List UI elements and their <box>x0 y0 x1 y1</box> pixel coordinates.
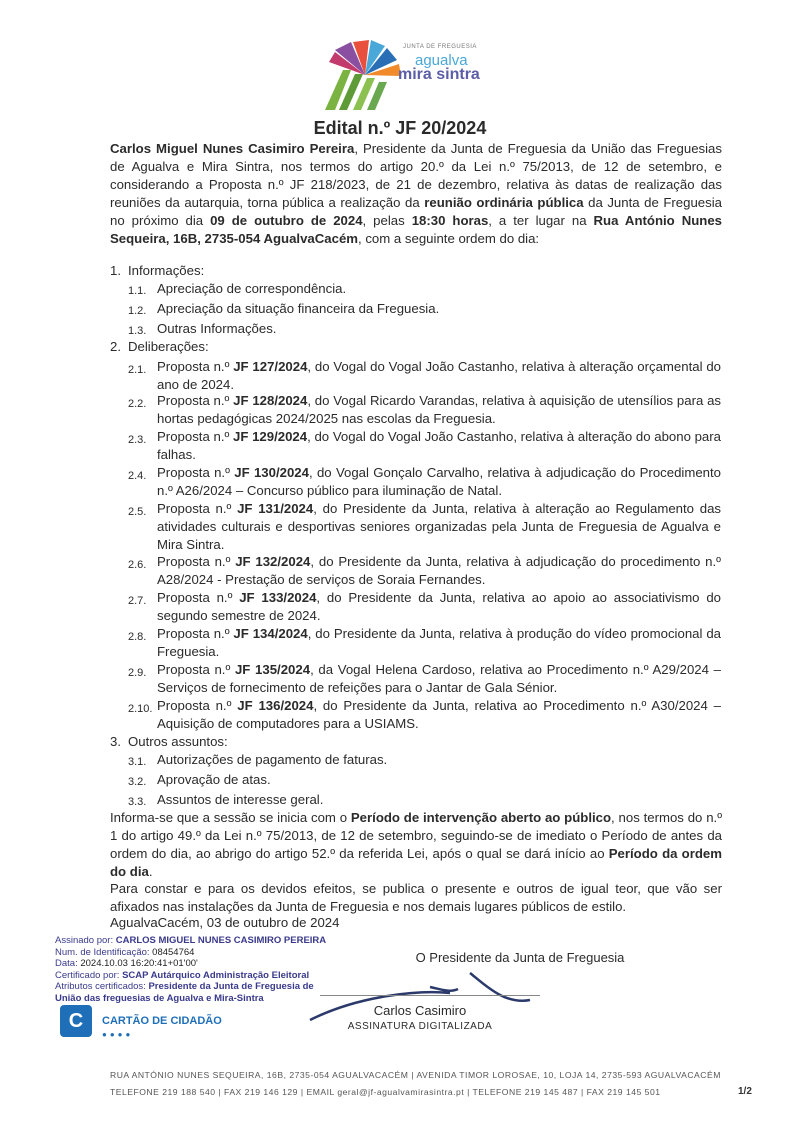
page-number: 1/2 <box>738 1086 752 1097</box>
agenda-2-7: Proposta n.º JF 133/2024, do Presidente da Junta, relativa ao apoio ao associativismo do segundo semestre de 2024. <box>157 590 721 623</box>
closing-paragraph-2: Para constar e para os devidos efeitos, se publica o presente e outros de igual teor, que vão ser afixados nas instalações da Junta de Freguesia e nos demais lugares públicos de estilo. <box>110 881 722 914</box>
agenda-2-4: Proposta n.º JF 130/2024, do Vogal Gonçalo Carvalho, relativa à adjudicação do Procedimento n.º A26/2024 – Concurso público para iluminação de Natal. <box>157 465 721 498</box>
agenda-2-6-num: 2.6. <box>128 559 147 571</box>
closing-date: AgualvaCacém, 03 de outubro de 2024 <box>110 915 340 930</box>
agenda-2-3-num: 2.3. <box>128 434 147 446</box>
document-title: Edital n.º JF 20/2024 <box>313 118 487 138</box>
agenda-1-2-num: 1.2. <box>128 305 147 317</box>
logo-line1: agualva <box>415 52 468 69</box>
intro-paragraph <box>110 140 722 248</box>
citizen-card-label: CARTÃO DE CIDADÃO <box>102 1015 222 1027</box>
signatory-note: ASSINATURA DIGITALIZADA <box>347 1021 493 1032</box>
intro-name: Carlos Miguel Nunes Casimiro Pereira <box>110 141 355 156</box>
intro-part3: , pelas <box>362 213 412 228</box>
agenda-3-2-num: 3.2. <box>128 776 147 788</box>
agenda-2-1-num: 2.1. <box>128 364 147 376</box>
agenda-2-6: Proposta n.º JF 132/2024, do Presidente da Junta, relativa à adjudicação do procedimento n.º A28/2024 - Prestação de serviços de Soraia Fernandes. <box>157 554 721 587</box>
agenda-3-1-num: 3.1. <box>128 756 147 768</box>
intro-part2: da Junta de Freguesia no próximo dia <box>110 195 722 228</box>
logo <box>325 40 485 110</box>
signatory-name: Carlos Casimiro <box>373 1003 467 1018</box>
agenda-2-label: Deliberações: <box>128 339 209 354</box>
intro-part4: , a ter lugar na <box>488 213 594 228</box>
agenda-1-label: Informações: <box>128 263 205 278</box>
agenda-2-2: Proposta n.º JF 128/2024, do Vogal Ricardo Varandas, relativa à aquisição de utensílios para as hortas pedagógicas 2024/2025 nas escolas da Freguesia. <box>157 393 722 426</box>
logo-line2: mira sintra <box>398 66 480 83</box>
intro-bold4: Rua António Nunes Sequeira, 16B, 2735-054 AgualvaCacém <box>110 213 722 246</box>
citizen-card-dots: ●●●● <box>102 1030 134 1039</box>
agenda-1-1-num: 1.1. <box>128 285 147 297</box>
agenda-2-5: Proposta n.º JF 131/2024, do Presidente da Junta, relativa à alteração ao Regulamento das atividades culturais e desportivas seniores organizadas pela Junta de Freguesia de Agualva e Mira Sintra. <box>157 501 721 552</box>
agenda-1-3-num: 1.3. <box>128 325 147 337</box>
agenda-2-10-num: 2.10. <box>128 703 153 715</box>
agenda-3-1-label: Autorizações de pagamento de faturas. <box>157 752 388 767</box>
footer-address: RUA ANTÓNIO NUNES SEQUEIRA, 16B, 2735-054 AGUALVACACÉM | AVENIDA TIMOR LOROSAE, 10, LOJA 14, 2735-593 AGUALVACACÉM <box>110 1070 721 1080</box>
agenda-2-9-num: 2.9. <box>128 667 147 679</box>
agenda-2-8-num: 2.8. <box>128 631 147 643</box>
agenda-2-1: Proposta n.º JF 127/2024, do Vogal do Vogal João Castanho, relativa à alteração orçamental do ano de 2024. <box>157 359 721 392</box>
agenda-1-1-label: Apreciação de correspondência. <box>157 281 347 296</box>
intro-part5: , com a seguinte ordem do dia: <box>358 231 540 246</box>
agenda-2-8: Proposta n.º JF 134/2024, do Presidente da Junta, relativa à produção do vídeo promocional da Freguesia. <box>157 626 721 659</box>
agenda-1-num: 1. <box>110 263 121 278</box>
agenda-1-2-label: Apreciação da situação financeira da Freguesia. <box>157 301 440 316</box>
agenda-3-3-num: 3.3. <box>128 796 147 808</box>
agenda-3-num: 3. <box>110 734 121 749</box>
agenda-3-2-label: Aprovação de atas. <box>157 772 271 787</box>
agenda-2-10: Proposta n.º JF 136/2024, do Presidente da Junta, relativa ao Procedimento n.º A30/2024 – Aquisição de computadores para a USIAMS. <box>157 698 721 731</box>
intro-bold2: 09 de outubro de 2024 <box>210 213 363 228</box>
agenda-2-2-num: 2.2. <box>128 398 147 410</box>
agenda-2-num: 2. <box>110 339 121 354</box>
agenda-1-3-label: Outras Informações. <box>157 321 277 336</box>
signatory-role: O Presidente da Junta de Freguesia <box>415 950 625 965</box>
logo-small-text: JUNTA DE FREGUESIA <box>403 44 477 50</box>
closing-paragraph-1: Informa-se que a sessão se inicia com o Período de intervenção aberto ao público, nos termos do n.º 1 do artigo 49.º da Lei n.º 75/2013, de 12 de setembro, seguindo-se de imediato o Período de antes da ordem do dia, ao abrigo do artigo 52.º da referida Lei, após o qual se dará início ao Período da ordem do dia. <box>110 810 723 879</box>
agenda-3-label: Outros assuntos: <box>128 734 228 749</box>
intro-bold1: reunião ordinária pública <box>424 195 584 210</box>
intro-part1: , Presidente da Junta de Freguesia da União das Freguesias de Agualva e Mira Sintra, nos termos do artigo 20.º da Lei n.º 75/2013, de 12 de setembro, e considerando a Proposta n.º JF 218/2023, de 21 de dezembro, relativa às datas de realização das reuniões da autarquia, torna pública a realização da <box>110 141 722 210</box>
agenda-2-4-num: 2.4. <box>128 470 147 482</box>
agenda-3-3-label: Assuntos de interesse geral. <box>157 792 324 807</box>
agenda-2-9: Proposta n.º JF 135/2024, da Vogal Helena Cardoso, relativa ao Procedimento n.º A29/2024 – Serviços de fornecimento de refeições para o Jantar de Gala Sénior. <box>157 662 721 695</box>
agenda-2-3: Proposta n.º JF 129/2024, do Vogal do Vogal João Castanho, relativa à alteração do abono para falhas. <box>157 429 721 462</box>
intro-bold3: 18:30 horas <box>411 213 489 228</box>
signature-line <box>320 995 540 996</box>
agenda-2-7-num: 2.7. <box>128 595 147 607</box>
citizen-card-icon: C <box>60 1005 92 1037</box>
footer-contacts: TELEFONE 219 188 540 | FAX 219 146 129 | EMAIL geral@jf-agualvamirasintra.pt | TELEFONE 219 145 487 | FAX 219 145 501 <box>110 1087 661 1097</box>
logo-mark-icon <box>325 40 405 110</box>
agenda-2-5-num: 2.5. <box>128 506 147 518</box>
digital-signature-block: Assinado por: CARLOS MIGUEL NUNES CASIMIRO PEREIRA Num. de Identificação: 08454764 Data: 2024.10.03 16:20:41+01'00' Certificado por: SCAP Autárquico Administração Eleitoral Atributos certificados: Presidente da Junta de Freguesia de União das freguesias de Agualva e Mira-Sintra <box>55 935 327 1004</box>
